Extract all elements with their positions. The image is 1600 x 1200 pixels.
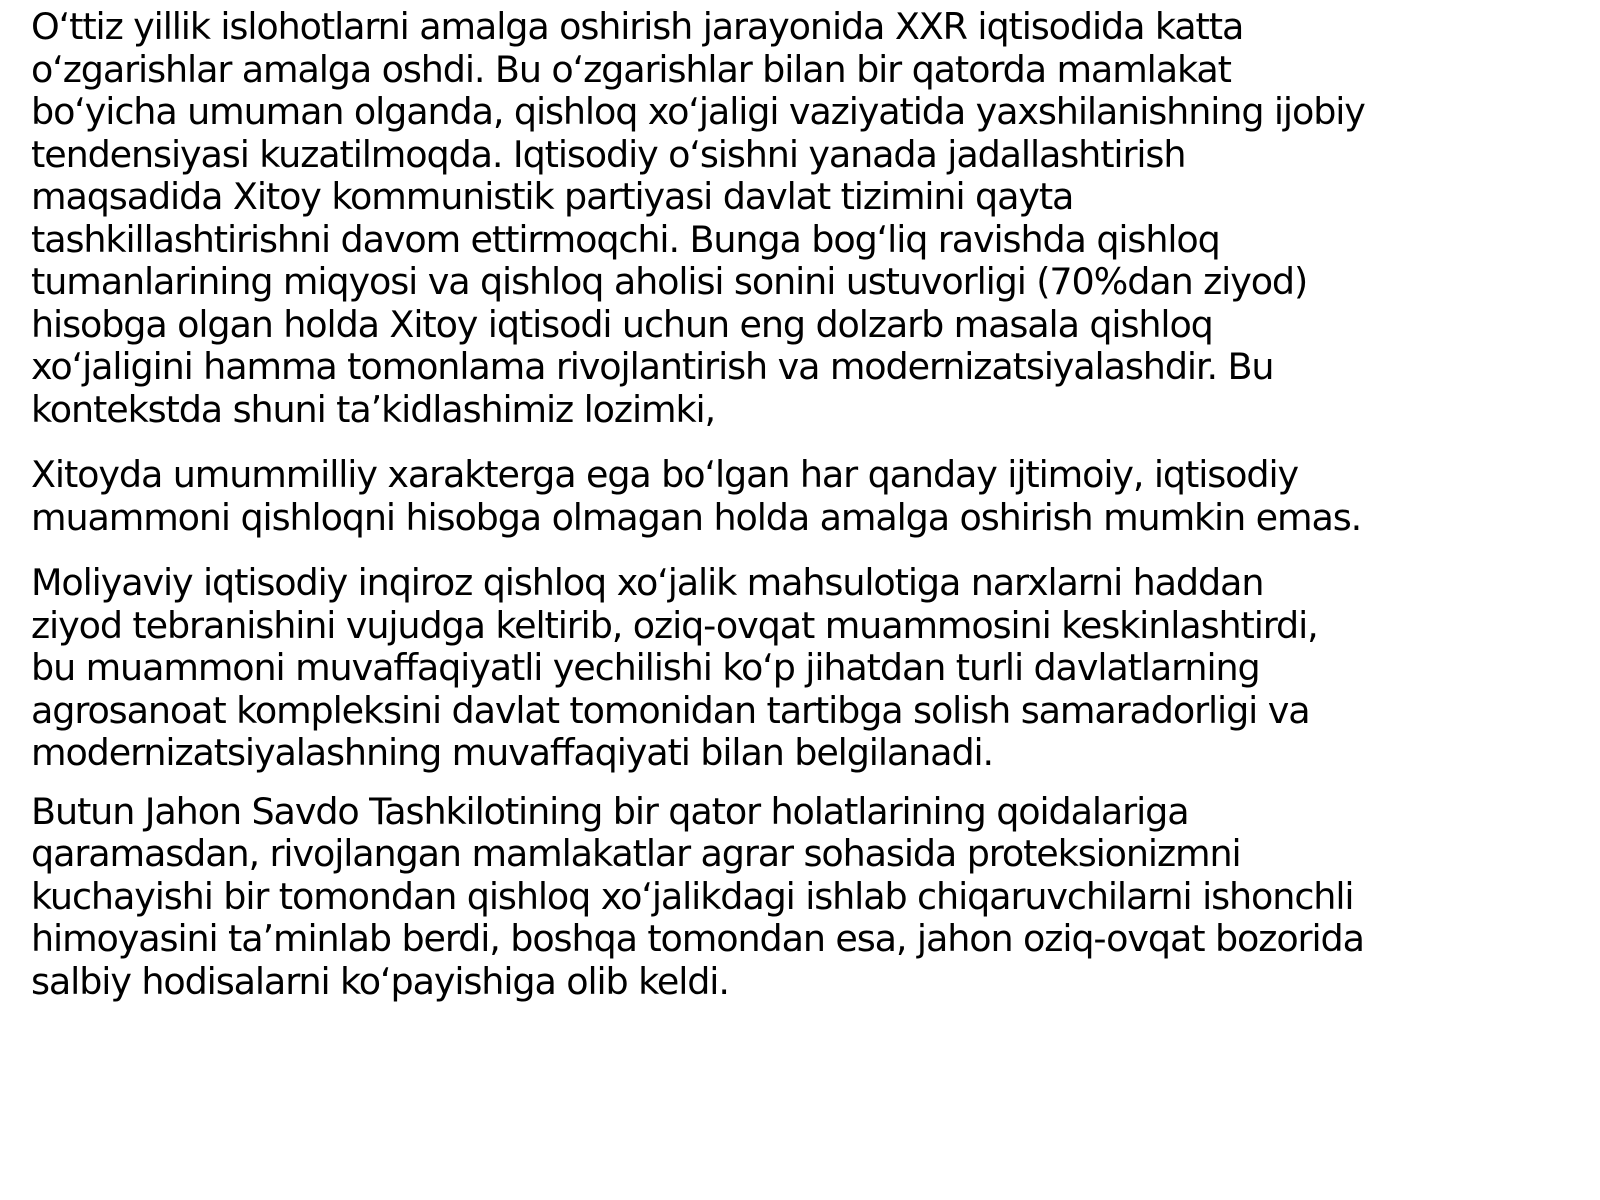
text-line: muammoni qishloqni hisobga olmagan holda amalga oshirish mumkin emas. xyxy=(31,495,1362,539)
text-line: himoyasini ta’minlab berdi, boshqa tomondan esa, jahon oziq-ovqat bozorida xyxy=(31,917,1364,960)
text-line: salbiy hodisalarni ko‘payishiga olib keldi. xyxy=(31,959,729,1003)
text-line: kuchayishi bir tomondan qishloq xo‘jalikdagi ishlab chiqaruvchilarni ishonchli xyxy=(31,874,1354,918)
text-line: bu muammoni muvaffaqiyatli yechilishi ko‘p jihatdan turli davlatlarning xyxy=(31,646,1260,689)
text-line: o‘zgarishlar amalga oshdi. Bu o‘zgarishlar bilan bir qatorda mamlakat xyxy=(31,47,1231,91)
paragraph-2 xyxy=(31,454,1576,539)
text-line: xo‘jaligini hamma tomonlama rivojlantirish va modernizatsiyalashdir. Bu xyxy=(31,345,1274,388)
text-line: bo‘yicha umuman olganda, qishloq xo‘jaligi vaziyatida yaxshilanishning ijobiy xyxy=(31,90,1365,133)
text-line: tendensiyasi kuzatilmoqda. Iqtisodiy o‘sishni yanada jadallashtirish xyxy=(31,132,1186,176)
text-line: Butun Jahon Savdo Tashkilotining bir qator holatlarining qoidalariga xyxy=(31,789,1189,833)
text-line: tumanlarining miqyosi va qishloq aholisi sonini ustuvorligi (70%dan ziyod) xyxy=(31,260,1308,303)
paragraph-1 xyxy=(31,6,1576,431)
text-line: qaramasdan, rivojlangan mamlakatlar agrar sohasida proteksionizmni xyxy=(31,832,1241,875)
text-line: Moliyaviy iqtisodiy inqiroz qishloq xo‘jalik mahsulotiga narxlarni haddan xyxy=(31,561,1264,604)
paragraph-3 xyxy=(31,562,1576,775)
text-line: ziyod tebranishini vujudga keltirib, oziq-ovqat muammosini keskinlashtirdi, xyxy=(31,603,1318,647)
text-line: hisobga olgan holda Xitoy iqtisodi uchun eng dolzarb masala qishloq xyxy=(31,302,1213,346)
text-line: maqsadida Xitoy kommunistik partiyasi davlat tizimini qayta xyxy=(31,175,1074,218)
text-line: Xitoyda umummilliy xarakterga ega bo‘lgan har qanday ijtimoiy, iqtisodiy xyxy=(31,453,1298,496)
text-body xyxy=(31,6,1576,1003)
text-line: modernizatsiyalashning muvaffaqiyati bilan belgilanadi. xyxy=(31,731,994,774)
text-line: tashkillashtirishni davom ettirmoqchi. Bunga bog‘liq ravishda qishloq xyxy=(31,217,1220,261)
paragraph-4 xyxy=(31,791,1576,1004)
text-line: O‘ttiz yillik islohotlarni amalga oshirish jarayonida XXR iqtisodida katta xyxy=(31,5,1244,48)
text-line: kontekstda shuni ta’kidlashimiz lozimki, xyxy=(31,387,716,431)
text-line: agrosanoat kompleksini davlat tomonidan tartibga solish samaradorligi va xyxy=(31,688,1310,732)
